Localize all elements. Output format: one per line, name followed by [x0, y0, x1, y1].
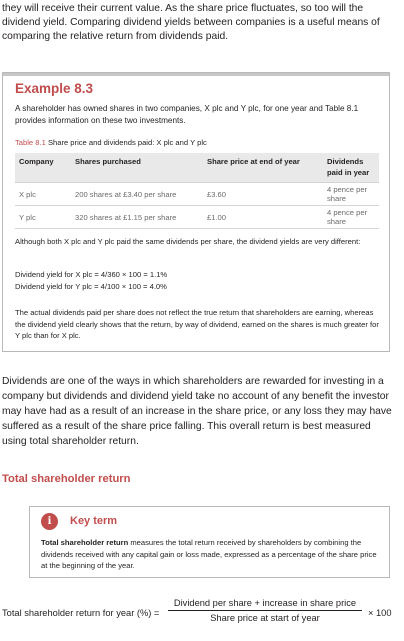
table-row [15, 183, 379, 206]
formula-lhs: Total shareholder return for year (%) = [2, 608, 160, 618]
table-row [15, 206, 379, 229]
example-top-rule [3, 73, 389, 76]
cell-dividends-paid: 4 pence per share [323, 183, 379, 206]
key-term-box [29, 506, 390, 578]
cell-shares-purchased: 200 shares at £3.40 per share [71, 183, 203, 206]
cell-share-price: £1.00 [203, 206, 323, 229]
info-icon: i [41, 513, 58, 530]
formula-fraction [168, 598, 362, 623]
intro-paragraph [2, 2, 398, 45]
table-header-row [15, 153, 379, 183]
cell-dividends-paid: 4 pence per share [323, 206, 379, 229]
cell-shares-purchased: 320 shares at £1.15 per share [71, 206, 203, 229]
section-heading: Total shareholder return [2, 473, 131, 485]
key-term-title: Key term [70, 515, 118, 527]
formula-numerator: Dividend per share + increase in share price [168, 598, 362, 611]
header-dividends-paid: Dividends paid in year [323, 153, 379, 183]
key-term-text [41, 537, 379, 572]
formula-denominator: Share price at start of year [210, 613, 320, 623]
body-paragraph: Dividends are one of the ways in which shareholders are rewarded for investing in a company but dividends and dividend yield take no account of any benefit the investor may have had as a result of an increase in the share price, or any loss they may have suffered as a result of the share price falling. This overall return is best measured using total shareholder return. [2, 376, 392, 447]
key-term-term: Total shareholder return [41, 538, 129, 547]
tsr-formula [2, 598, 398, 630]
header-share-price: Share price at end of year [203, 153, 323, 183]
example-lead: A shareholder has owned shares in two companies, X plc and Y plc, for one year and Table 8.1 provides information on these two investments. [15, 104, 359, 125]
header-shares-purchased: Shares purchased [71, 153, 203, 183]
header-company: Company [15, 153, 71, 183]
key-term-definition: measures the total return received by shareholders by combining the dividends received with any capital gain or loss made, expressed as a percentage of the share price at the beginning of the year. [41, 538, 377, 571]
intro-text: they will receive their current value. As the share price fluctuates, so too will the dividend yield. Comparing dividend yields between companies is a useful means of comparing the relative return from dividends paid. [2, 3, 380, 43]
yield-x-line: Dividend yield for X plc = 4/360 × 100 = 1.1% [15, 270, 168, 279]
table-caption-number: Table 8.1 [15, 138, 46, 147]
example-paragraph-3: The actual dividends paid per share does not reflect the true return that shareholders are earning, whereas the dividend yield clearly shows that the return, by way of dividend, earned on the shares is much greater for Y plc than for X plc. [15, 308, 379, 341]
example-box [2, 72, 390, 352]
cell-company: Y plc [15, 206, 71, 229]
example-title: Example 8.3 [15, 81, 94, 96]
cell-share-price: £3.60 [203, 183, 323, 206]
table-caption [15, 138, 207, 147]
shares-table [15, 153, 379, 229]
formula-multiplier: × 100 [368, 608, 392, 618]
example-paragraph-1: Although both X plc and Y plc paid the same dividends per share, the dividend yields are very different: [15, 237, 361, 246]
table-caption-text: Share price and dividends paid: X plc and Y plc [45, 138, 207, 147]
yield-y-line: Dividend yield for Y plc = 4/100 × 100 = 4.0% [15, 281, 167, 291]
example-yield-lines [15, 269, 379, 292]
cell-company: X plc [15, 183, 71, 206]
